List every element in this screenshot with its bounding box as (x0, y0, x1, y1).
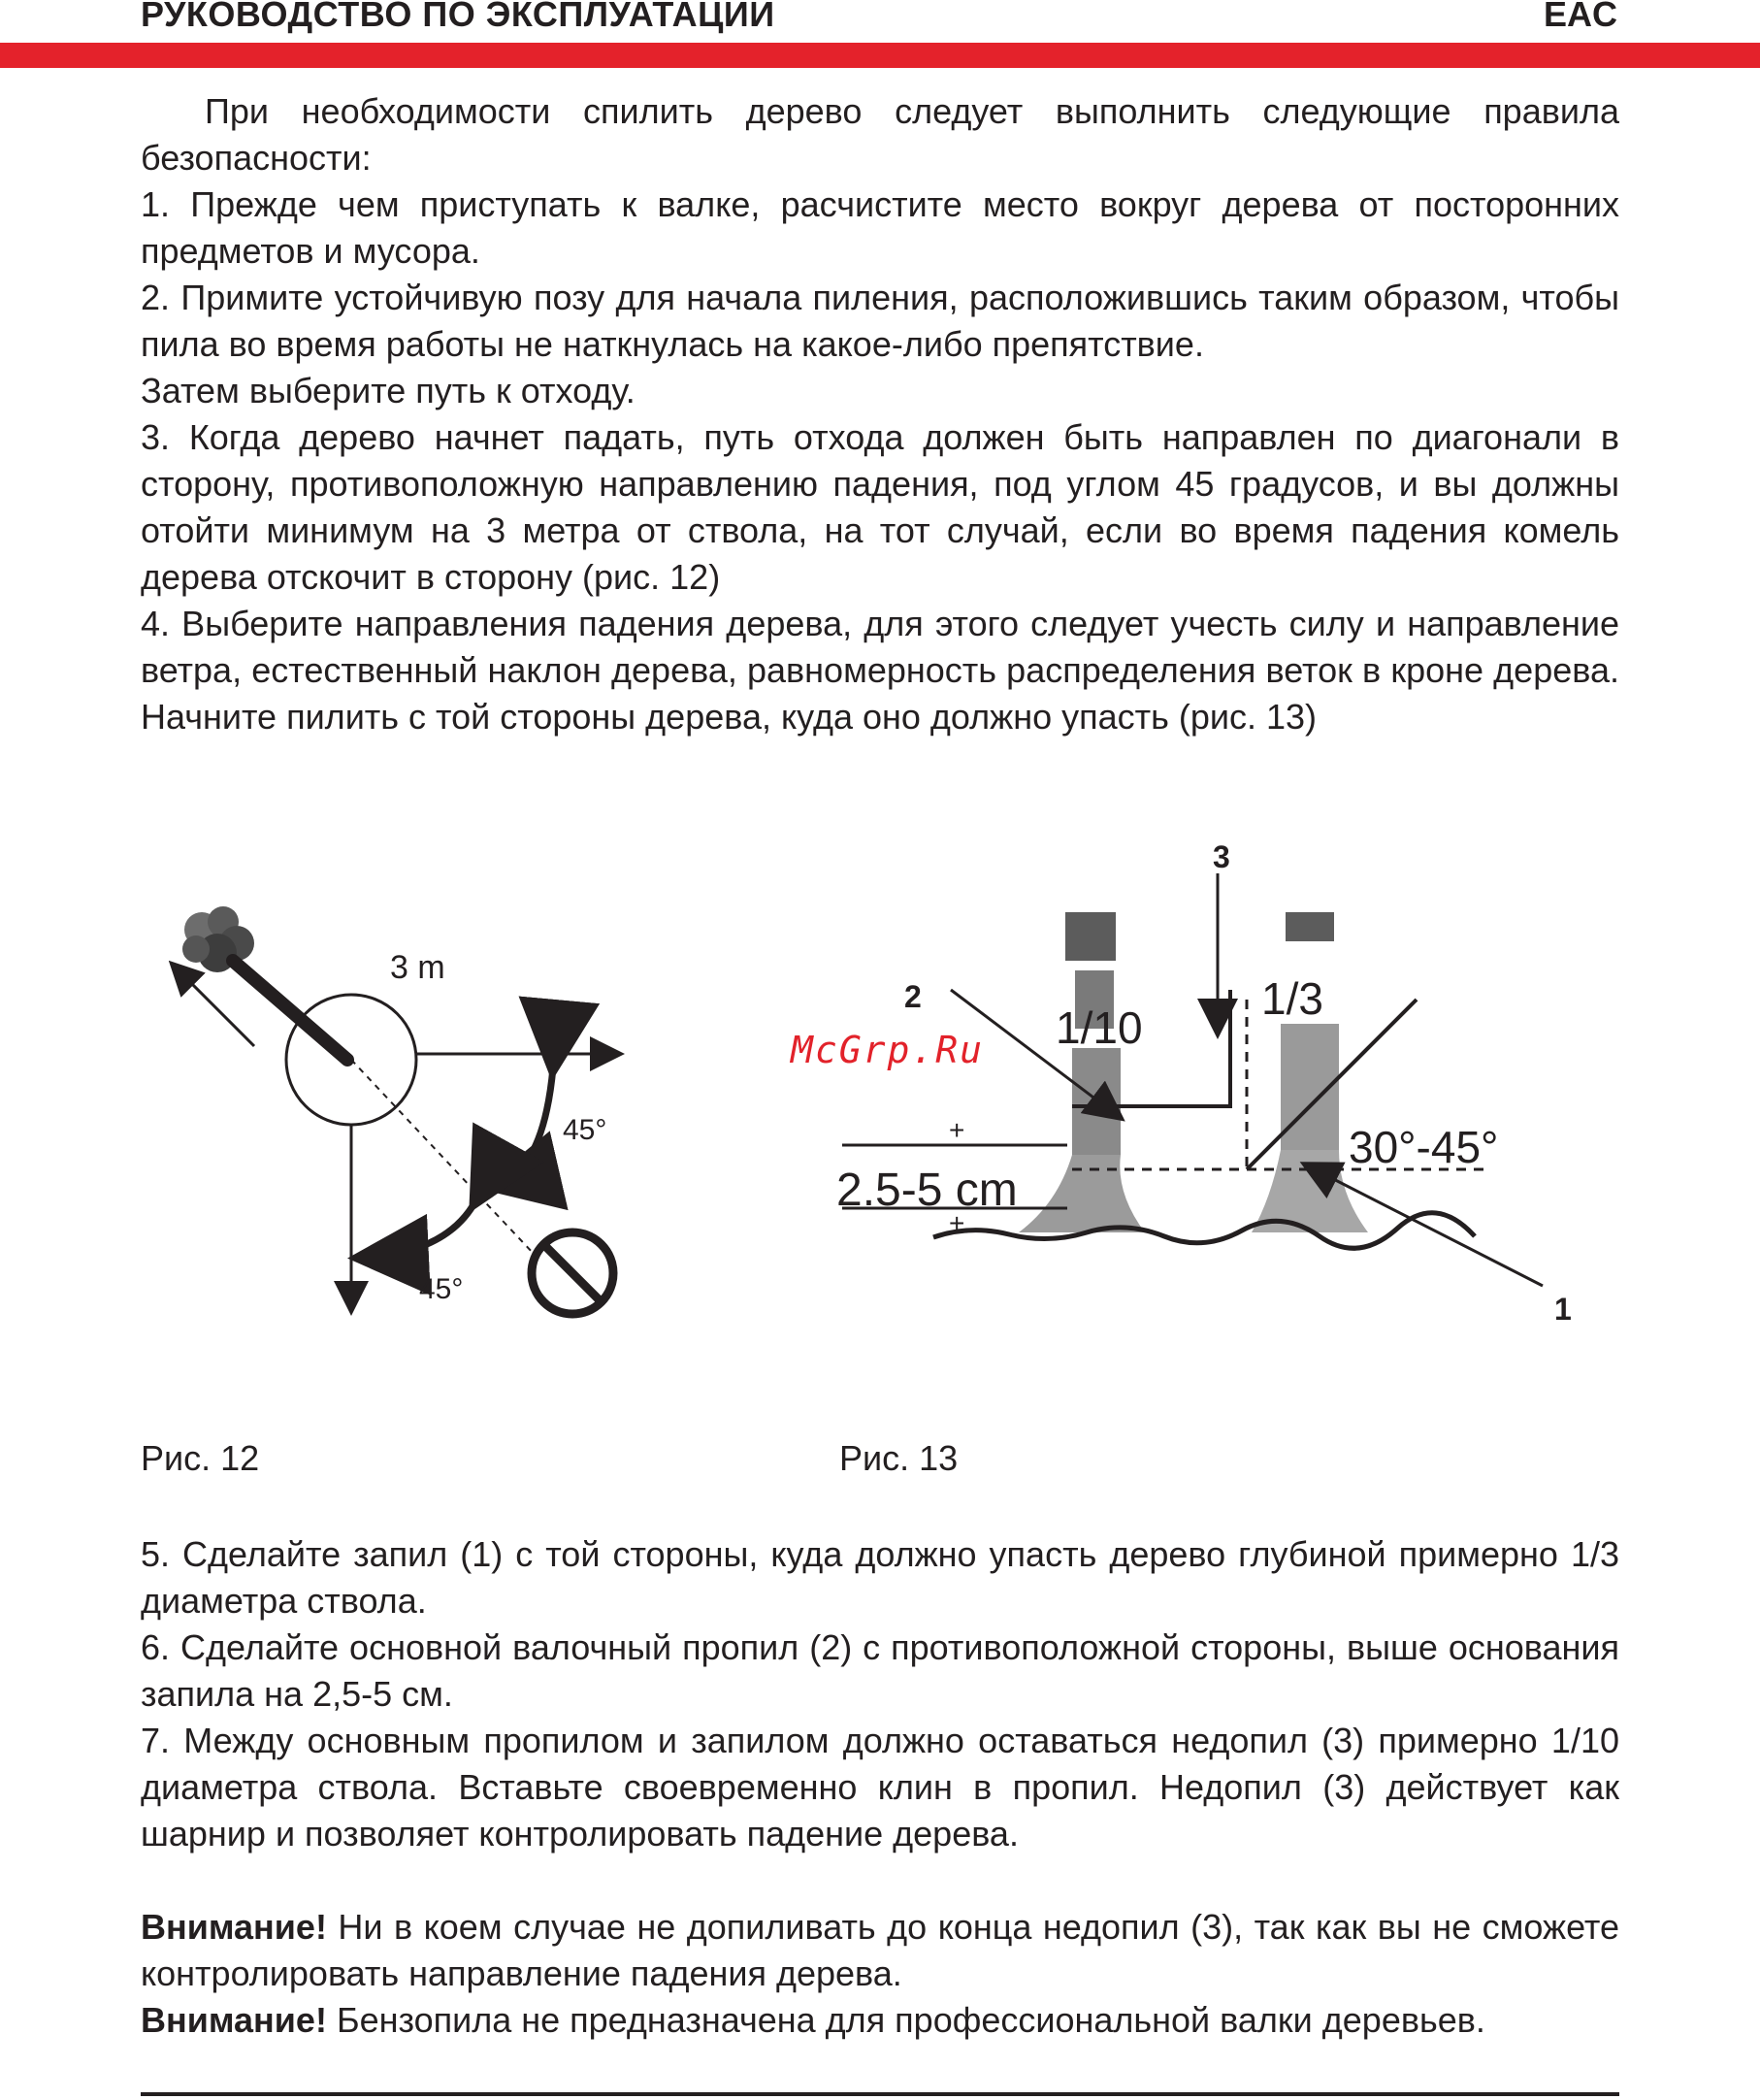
watermark: McGrp.Ru (791, 1029, 985, 1071)
intro-paragraph: При необходимости спилить дерево следует выполнить следующие правила безопасности: (141, 91, 1619, 178)
figure-12-escape-path (136, 893, 640, 1339)
callout-number-3: 3 (1213, 839, 1230, 874)
dim-plus-top: + (949, 1115, 965, 1145)
step-7: 7. Между основным пропилом и запилом должно оставаться недопил (3) примерно 1/10 диаметра ствола. Вставьте своевременно клин в пропил. Недопил (3) действует как шарнир и позволяет контролировать падение дерева. (141, 1721, 1619, 1854)
callout-number-2: 2 (904, 979, 922, 1014)
angle-label-lower: 45° (419, 1273, 464, 1305)
rule-item-4: 4. Выберите направления падения дерева, для этого следует учесть силу и направление ветра, естественный наклон дерева, равномерность распределения веток в кроне дерева. Начните пилить с той стороны дерева, куда оно должно упасть (рис. 13) (141, 604, 1619, 737)
ground-line (933, 1213, 1475, 1248)
notch-fraction-label: 1/3 (1261, 973, 1323, 1024)
warning-label: Внимание! (141, 1907, 327, 1947)
angle-label: 30°-45° (1349, 1122, 1499, 1172)
tree-trunk (233, 961, 347, 1060)
eac-mark: EAC (1543, 0, 1617, 34)
step-5: 5. Сделайте запил (1) с той стороны, куда должно упасть дерево глубиной примерно 1/3 диаметра ствола. (141, 1534, 1619, 1621)
rule-item-2-continuation: Затем выберите путь к отходу. (141, 371, 636, 410)
rule-item-3: 3. Когда дерево начнет падать, путь отхода должен быть направлен по диагонали в сторону, противоположную направлению падения, под углом 45 градусов, и вы должны отойти минимум на 3 метра от ствола, на тот случай, если во время падения комель дерева отскочит в сторону (рис. 12) (141, 417, 1619, 597)
hinge-fraction-label: 1/10 (1056, 1002, 1143, 1053)
height-label: 2.5-5 cm (836, 1165, 1018, 1216)
step-6: 6. Сделайте основной валочный пропил (2) с противоположной стороны, выше основания запила на 2,5-5 см. (141, 1627, 1619, 1714)
angle-arc-upper (493, 1067, 553, 1186)
page-header-title: РУКОВОДСТВО ПО ЭКСПЛУАТАЦИИ (141, 0, 775, 34)
dim-plus-bottom: + (949, 1208, 965, 1238)
tree-trunk-drawing (1019, 912, 1368, 1232)
figure-12-caption: Рис. 12 (141, 1438, 260, 1478)
header-red-bar (0, 43, 1760, 68)
figure-13-felling-cut (825, 825, 1581, 1349)
distance-label: 3 m (390, 949, 445, 986)
warning-label: Внимание! (141, 2000, 327, 2040)
callout-number-1: 1 (1554, 1292, 1572, 1327)
warning-2 (141, 1997, 1619, 2044)
angle-label-upper: 45° (563, 1114, 607, 1146)
warning-1 (141, 1904, 1619, 1997)
warning-text: Бензопила не предназначена для профессиональной валки деревьев. (326, 2000, 1485, 2040)
footer-rule (141, 2092, 1619, 2096)
rule-item-1: 1. Прежде чем приступать к валке, расчистите место вокруг дерева от посторонних предметов и мусора. (141, 184, 1619, 271)
angle-arc-lower (361, 1201, 475, 1258)
intro-text (141, 88, 1619, 740)
steps-text (141, 1531, 1619, 2044)
rule-item-2: 2. Примите устойчивую позу для начала пиления, расположившись таким образом, чтобы пила во время работы не наткнулась на какое-либо препятствие. (141, 278, 1619, 364)
prohibited-zone-icon (532, 1232, 613, 1314)
warning-text: Ни в коем случае не допиливать до конца недопил (3), так как вы не сможете контролировать направление падения дерева. (141, 1907, 1619, 1993)
fall-line-dashed (351, 1060, 534, 1254)
figure-13-caption: Рис. 13 (839, 1438, 959, 1478)
